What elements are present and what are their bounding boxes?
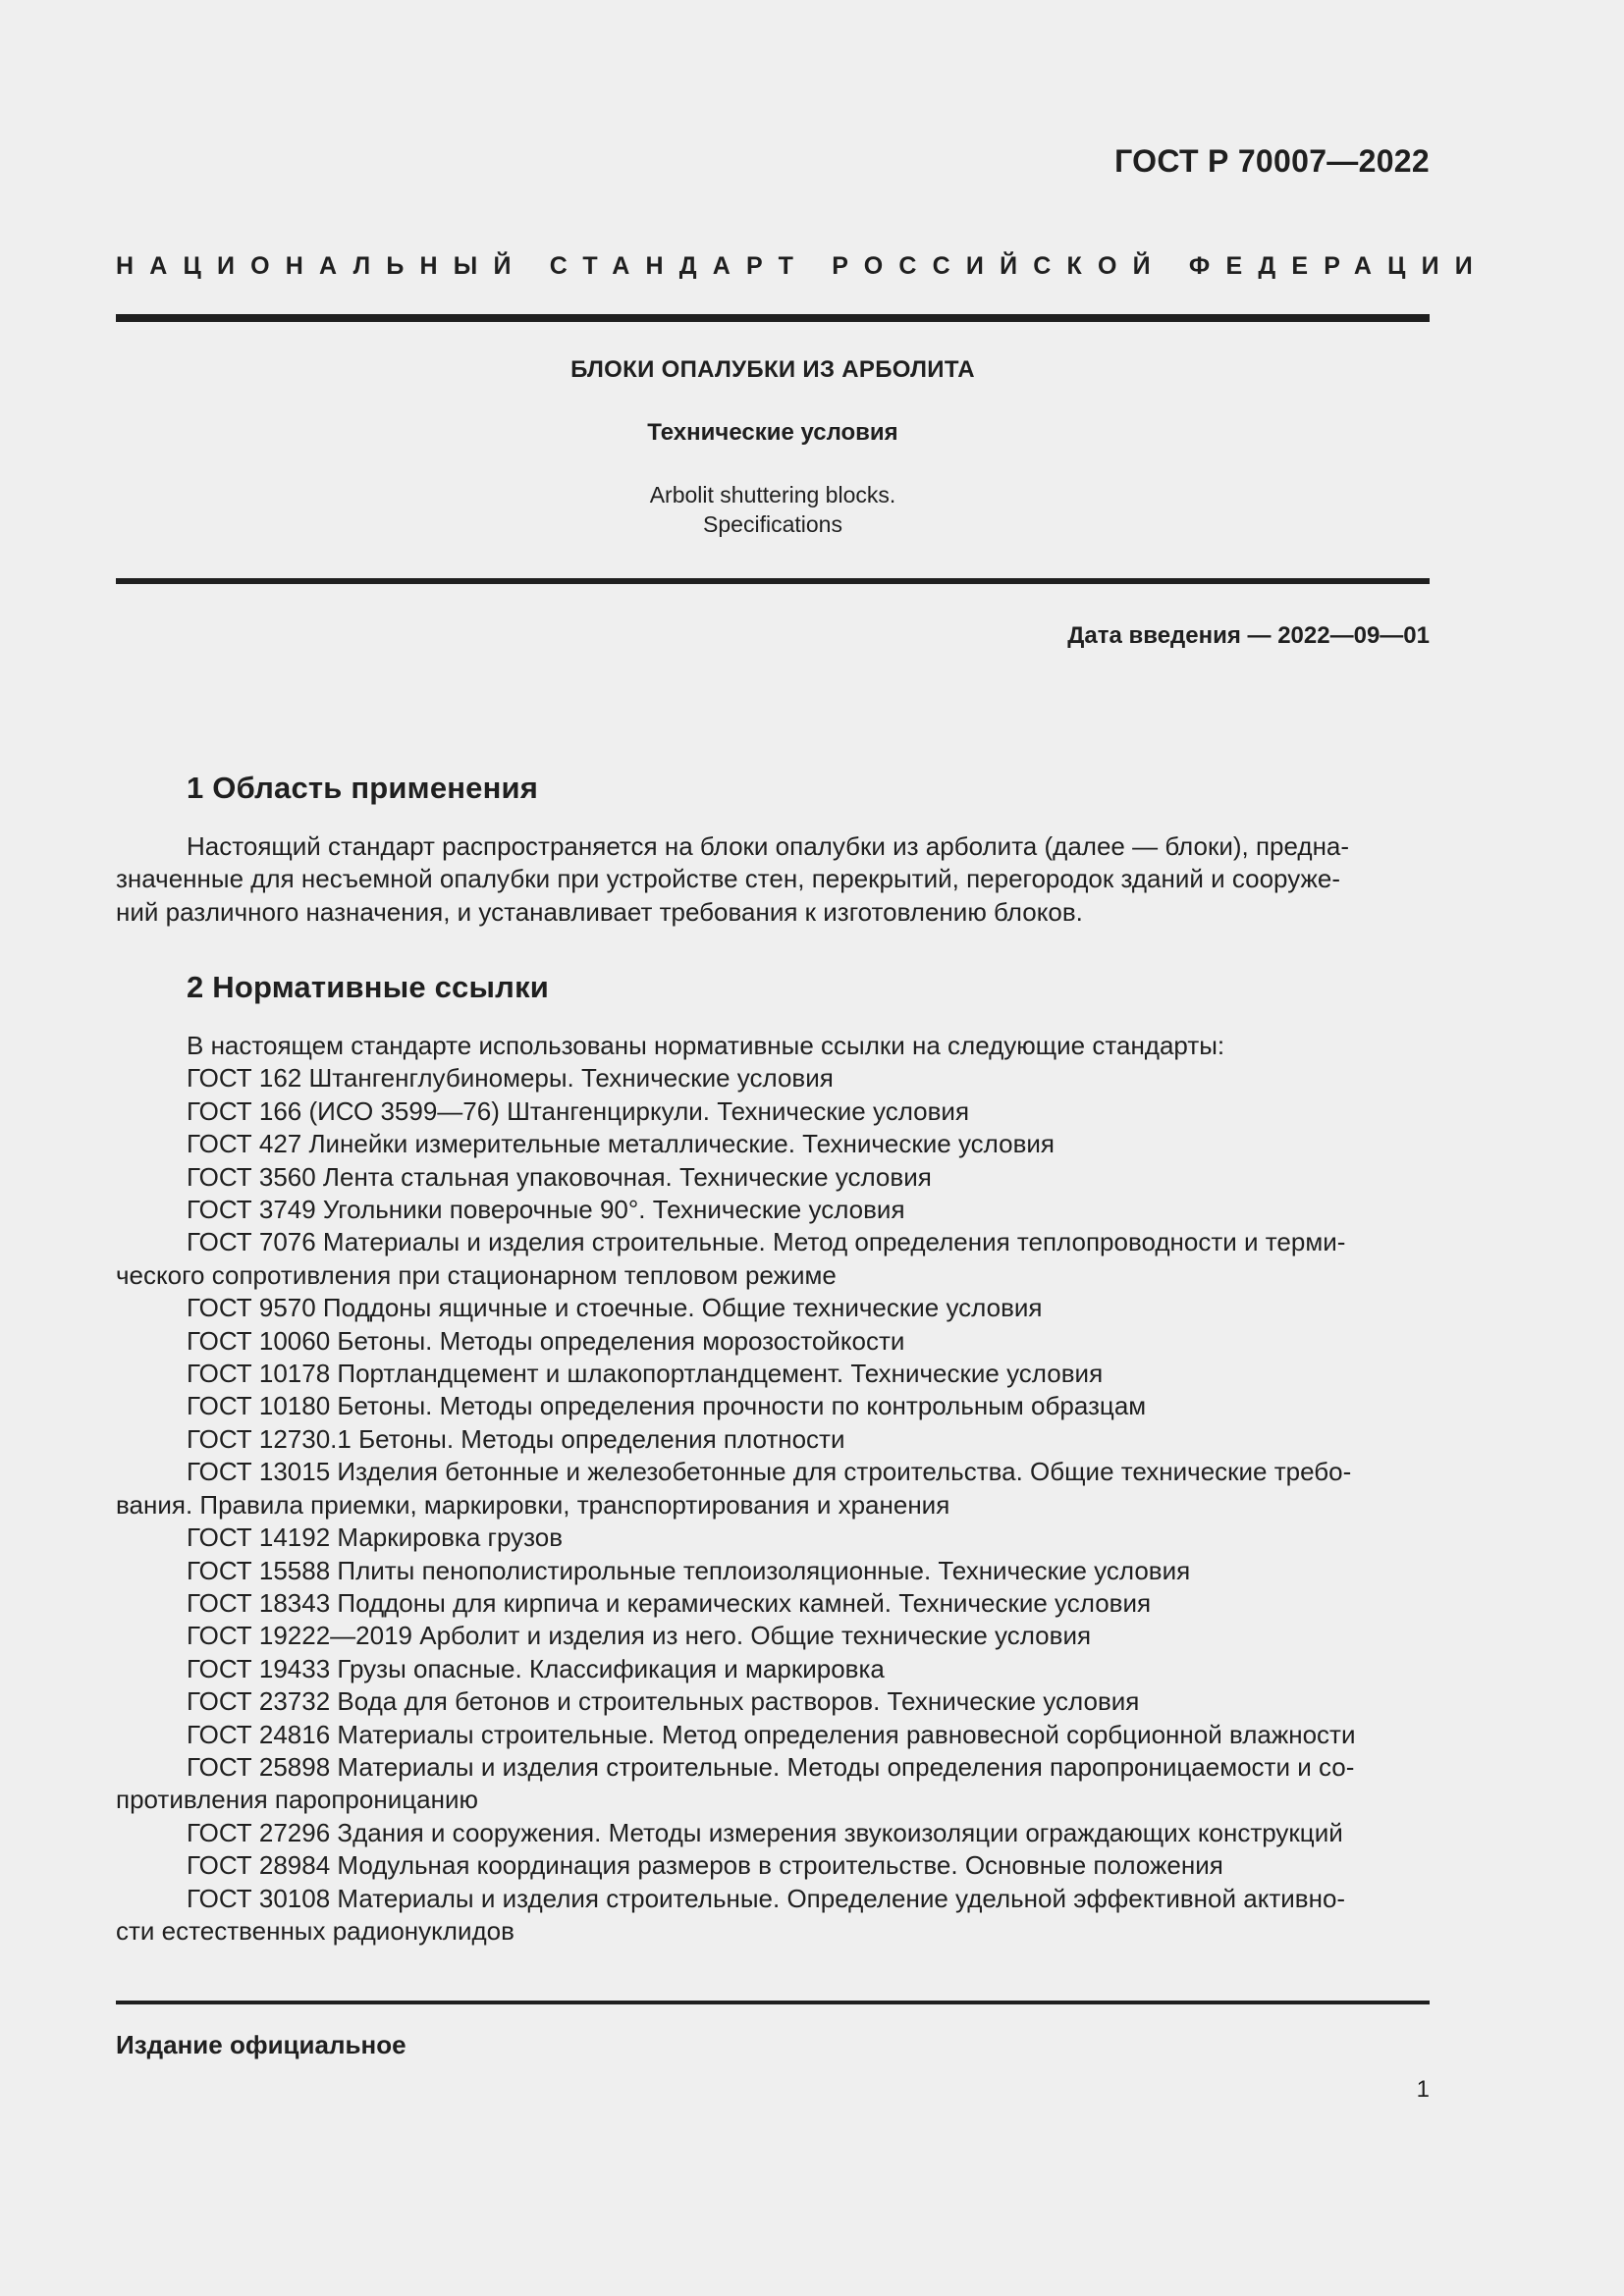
standard-number: ГОСТ Р 70007—2022: [1114, 143, 1430, 179]
reference-item: ГОСТ 427 Линейки измерительные металлические. Технические условия: [187, 1129, 1055, 1159]
text-line: значенные для несъемной опалубки при устройстве стен, перекрытий, перегородок зданий и сооруже-: [116, 864, 1341, 894]
reference-item: ГОСТ 25898 Материалы и изделия строительные. Методы определения паропроницаемости и со-: [187, 1751, 1355, 1782]
reference-item: ГОСТ 24816 Материалы строительные. Метод определения равновесной сорбционной влажности: [187, 1719, 1356, 1749]
section-1-body: [116, 830, 1430, 929]
english-title-line: Arbolit shuttering blocks.: [649, 482, 896, 507]
reference-item: ГОСТ 30108 Материалы и изделия строительные. Определение удельной эффективной активно-: [187, 1883, 1346, 1913]
text-line: Настоящий стандарт распространяется на блоки опалубки из арболита (далее — блоки), предна-: [187, 831, 1350, 861]
reference-item: ГОСТ 19433 Грузы опасные. Классификация и маркировка: [187, 1653, 885, 1683]
reference-item: ГОСТ 10060 Бетоны. Методы определения морозостойкости: [187, 1325, 905, 1356]
reference-item: ГОСТ 27296 Здания и сооружения. Методы измерения звукоизоляции ограждающих конструкций: [187, 1817, 1343, 1847]
reference-item: ГОСТ 28984 Модульная координация размеров в строительстве. Основные положения: [187, 1850, 1223, 1881]
reference-item-continuation: вания. Правила приемки, маркировки, транспортирования и хранения: [116, 1489, 950, 1520]
section-2-body: [116, 1030, 1430, 1948]
document-subtitle: Технические условия: [647, 419, 898, 446]
reference-item: ГОСТ 3749 Угольники поверочные 90°. Технические условия: [187, 1195, 905, 1225]
english-title-line: Specifications: [703, 511, 842, 537]
reference-item: ГОСТ 18343 Поддоны для кирпича и керамических камней. Технические условия: [187, 1587, 1152, 1618]
reference-item: ГОСТ 19222—2019 Арболит и изделия из него. Общие технические условия: [187, 1621, 1092, 1651]
english-title: [116, 480, 1430, 539]
reference-item-continuation: противления паропроницанию: [116, 1785, 478, 1815]
document-title: БЛОКИ ОПАЛУБКИ ИЗ АРБОЛИТА: [570, 356, 975, 383]
title-divider: [116, 578, 1430, 584]
introduction-date: Дата введения — 2022—09—01: [1067, 622, 1430, 649]
reference-item: ГОСТ 162 Штангенглубиномеры. Технические условия: [187, 1063, 834, 1094]
reference-item: ГОСТ 13015 Изделия бетонные и железобетонные для строительства. Общие технические требо-: [187, 1457, 1352, 1487]
national-standard-banner: НАЦИОНАЛЬНЫЙ СТАНДАРТ РОССИЙСКОЙ ФЕДЕРАЦИИ: [116, 252, 1489, 280]
reference-item: ГОСТ 10178 Портландцемент и шлакопортландцемент. Технические условия: [187, 1359, 1104, 1389]
page-number: 1: [1416, 2076, 1430, 2103]
reference-item: ГОСТ 3560 Лента стальная упаковочная. Технические условия: [187, 1161, 932, 1192]
edition-label: Издание официальное: [116, 2030, 406, 2059]
reference-item: ГОСТ 166 (ИСО 3599—76) Штангенциркули. Технические условия: [187, 1095, 970, 1126]
reference-item: ГОСТ 10180 Бетоны. Методы определения прочности по контрольным образцам: [187, 1391, 1147, 1421]
section-2-heading: 2 Нормативные ссылки: [187, 970, 550, 1004]
top-divider: [116, 314, 1430, 322]
document-page: [116, 0, 1489, 2296]
footer-divider: [116, 2001, 1430, 2004]
reference-item: ГОСТ 14192 Маркировка грузов: [187, 1522, 564, 1553]
reference-item-continuation: ческого сопротивления при стационарном тепловом режиме: [116, 1259, 837, 1290]
reference-item: ГОСТ 9570 Поддоны ящичные и стоечные. Общие технические условия: [187, 1293, 1043, 1323]
reference-item: ГОСТ 23732 Вода для бетонов и строительных растворов. Технические условия: [187, 1686, 1140, 1717]
reference-item: ГОСТ 12730.1 Бетоны. Методы определения плотности: [187, 1423, 845, 1454]
reference-item: ГОСТ 15588 Плиты пенополистирольные теплоизоляционные. Технические условия: [187, 1555, 1191, 1585]
reference-item: ГОСТ 7076 Материалы и изделия строительные. Метод определения теплопроводности и терми-: [187, 1227, 1346, 1257]
section-1-heading: 1 Область применения: [187, 771, 539, 805]
reference-item-continuation: сти естественных радионуклидов: [116, 1915, 514, 1946]
text-line: ний различного назначения, и устанавливает требования к изготовлению блоков.: [116, 896, 1083, 927]
text-line: В настоящем стандарте использованы нормативные ссылки на следующие стандарты:: [187, 1031, 1225, 1060]
